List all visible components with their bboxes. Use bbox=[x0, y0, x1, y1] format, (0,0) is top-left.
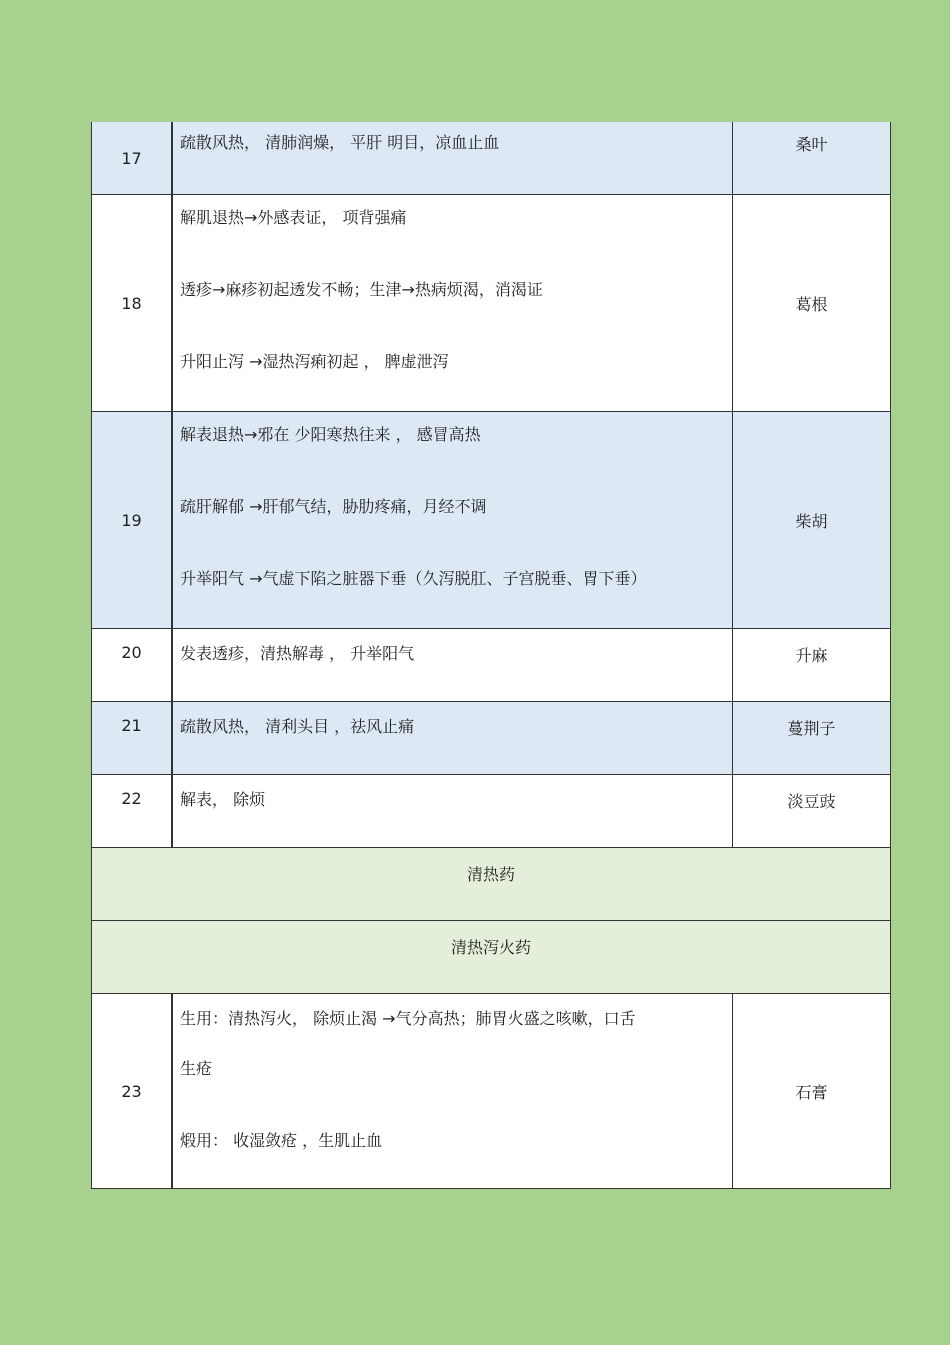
row-number-text: 20 bbox=[121, 643, 142, 662]
table-row bbox=[92, 412, 891, 629]
section-header-row bbox=[92, 921, 891, 994]
herb-name bbox=[733, 702, 891, 775]
herb-name bbox=[733, 775, 891, 848]
herb-name-text: 桑叶 bbox=[795, 135, 828, 154]
row-number: 18 bbox=[92, 195, 173, 412]
table-row bbox=[92, 122, 891, 195]
table-row bbox=[92, 775, 891, 848]
section-header bbox=[92, 848, 891, 921]
row-number bbox=[92, 629, 173, 702]
table-row bbox=[92, 994, 891, 1189]
row-description bbox=[172, 412, 733, 629]
description-line: 发表透疹，清热解毒 ， 升举阳气 bbox=[180, 644, 415, 663]
row-description bbox=[172, 775, 733, 848]
description-line: 煅用： 收湿敛疮 ，生肌止血 bbox=[180, 1131, 383, 1150]
herb-name bbox=[733, 122, 891, 195]
row-number: 17 bbox=[92, 122, 173, 195]
herb-name: 石膏 bbox=[733, 994, 891, 1189]
description-line: 生疮 bbox=[180, 1059, 213, 1078]
description-line: 解肌退热→外感表证， 项背强痛 bbox=[180, 208, 407, 227]
table-row bbox=[92, 702, 891, 775]
herb-name: 柴胡 bbox=[733, 412, 891, 629]
herb-name-text: 蔓荆子 bbox=[787, 719, 836, 738]
description-line: 疏散风热， 清肺润燥， 平肝 明目，凉血止血 bbox=[180, 133, 500, 152]
row-number bbox=[92, 702, 173, 775]
row-description bbox=[172, 122, 733, 195]
table-row bbox=[92, 629, 891, 702]
subsection-title: 清热泻火药 bbox=[450, 938, 531, 957]
row-number-text: 21 bbox=[121, 716, 142, 735]
description-line: 生用：清热泻火， 除烦止渴 →气分高热；肺胃火盛之咳嗽，口舌 bbox=[180, 1009, 636, 1028]
row-number: 19 bbox=[92, 412, 173, 629]
description-line: 疏肝解郁 →肝郁气结，胁肋疼痛，月经不调 bbox=[180, 497, 487, 516]
section-header-row bbox=[92, 848, 891, 921]
table-row bbox=[92, 195, 891, 412]
row-description bbox=[172, 994, 733, 1189]
herb-table bbox=[91, 122, 891, 1189]
row-number bbox=[92, 775, 173, 848]
row-description bbox=[172, 702, 733, 775]
herb-name: 葛根 bbox=[733, 195, 891, 412]
row-number-text: 22 bbox=[121, 789, 142, 808]
description-line: 解表退热→邪在 少阳寒热往来 ， 感冒高热 bbox=[180, 425, 481, 444]
row-description bbox=[172, 195, 733, 412]
herb-name bbox=[733, 629, 891, 702]
row-number: 23 bbox=[92, 994, 173, 1189]
description-line: 升阳止泻 →湿热泻痢初起 ， 脾虚泄泻 bbox=[180, 352, 449, 371]
description-line: 解表， 除烦 bbox=[180, 790, 266, 809]
herb-name-text: 升麻 bbox=[795, 646, 828, 665]
herb-name-text: 淡豆豉 bbox=[787, 792, 836, 811]
row-description bbox=[172, 629, 733, 702]
description-line: 疏散风热， 清利头目 ，祛风止痛 bbox=[180, 717, 415, 736]
description-line: 透疹→麻疹初起透发不畅；生津→热病烦渴，消渴证 bbox=[180, 280, 543, 299]
section-title: 清热药 bbox=[466, 865, 515, 884]
description-line: 升举阳气 →气虚下陷之脏器下垂（久泻脱肛、子宫脱垂、胃下垂） bbox=[180, 569, 647, 588]
subsection-header bbox=[92, 921, 891, 994]
